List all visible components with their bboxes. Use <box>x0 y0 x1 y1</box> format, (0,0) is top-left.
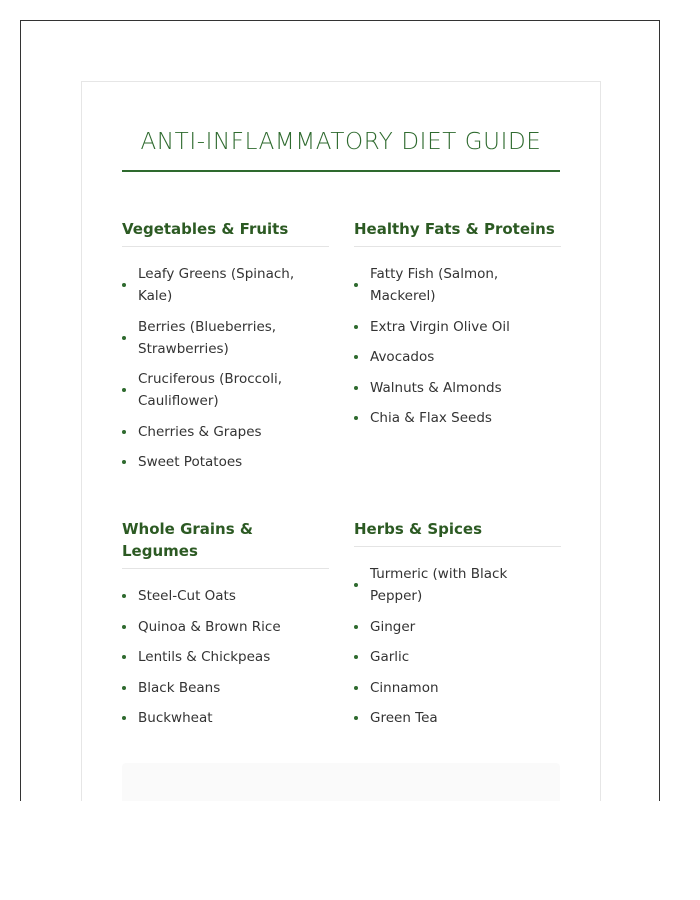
list-item: Sweet Potatoes <box>122 451 329 473</box>
list-item: Buckwheat <box>122 707 329 729</box>
section-heading: Healthy Fats & Proteins <box>354 218 561 247</box>
bullet-icon <box>354 716 358 720</box>
list-item: Leafy Greens (Spinach, Kale) <box>122 263 329 307</box>
list-item: Cruciferous (Broccoli, Cauliflower) <box>122 368 329 412</box>
bullet-icon <box>122 716 126 720</box>
food-list <box>354 263 561 429</box>
food-list <box>354 563 561 729</box>
list-item: Walnuts & Almonds <box>354 377 561 399</box>
bullet-icon <box>122 460 126 464</box>
bullet-icon <box>354 386 358 390</box>
bullet-icon <box>354 355 358 359</box>
bullet-icon <box>122 594 126 598</box>
section-heading: Whole Grains & Legumes <box>122 518 329 569</box>
bullet-icon <box>122 388 126 392</box>
bullet-icon <box>122 283 126 287</box>
list-item: Cinnamon <box>354 677 561 699</box>
section-heading: Vegetables & Fruits <box>122 218 329 247</box>
bullet-icon <box>122 625 126 629</box>
bullet-icon <box>354 283 358 287</box>
section-whole-grains-legumes <box>122 518 329 738</box>
section-heading: Herbs & Spices <box>354 518 561 547</box>
list-item: Avocados <box>354 346 561 368</box>
list-item: Garlic <box>354 646 561 668</box>
list-item: Green Tea <box>354 707 561 729</box>
bullet-icon <box>354 655 358 659</box>
list-item: Chia & Flax Seeds <box>354 407 561 429</box>
bullet-icon <box>354 416 358 420</box>
bullet-icon <box>122 655 126 659</box>
page-title: ANTI-INFLAMMATORY DIET GUIDE <box>140 129 542 155</box>
bullet-icon <box>354 686 358 690</box>
document-frame <box>20 20 660 801</box>
bullet-icon <box>354 625 358 629</box>
list-item: Berries (Blueberries, Strawberries) <box>122 316 329 360</box>
list-item: Turmeric (with Black Pepper) <box>354 563 561 607</box>
list-item: Black Beans <box>122 677 329 699</box>
footer-note-box <box>122 763 560 801</box>
list-item: Ginger <box>354 616 561 638</box>
list-item: Steel-Cut Oats <box>122 585 329 607</box>
list-item: Cherries & Grapes <box>122 421 329 443</box>
list-item: Lentils & Chickpeas <box>122 646 329 668</box>
bullet-icon <box>122 430 126 434</box>
list-item: Quinoa & Brown Rice <box>122 616 329 638</box>
title-divider <box>122 170 560 172</box>
bullet-icon <box>354 325 358 329</box>
list-item: Extra Virgin Olive Oil <box>354 316 561 338</box>
bullet-icon <box>122 686 126 690</box>
food-list <box>122 585 329 729</box>
food-list <box>122 263 329 473</box>
list-item: Fatty Fish (Salmon, Mackerel) <box>354 263 561 307</box>
section-herbs-spices <box>354 518 561 738</box>
section-healthy-fats-proteins <box>354 218 561 438</box>
bullet-icon <box>354 583 358 587</box>
bullet-icon <box>122 336 126 340</box>
guide-card <box>81 81 601 801</box>
section-vegetables-fruits <box>122 218 329 482</box>
